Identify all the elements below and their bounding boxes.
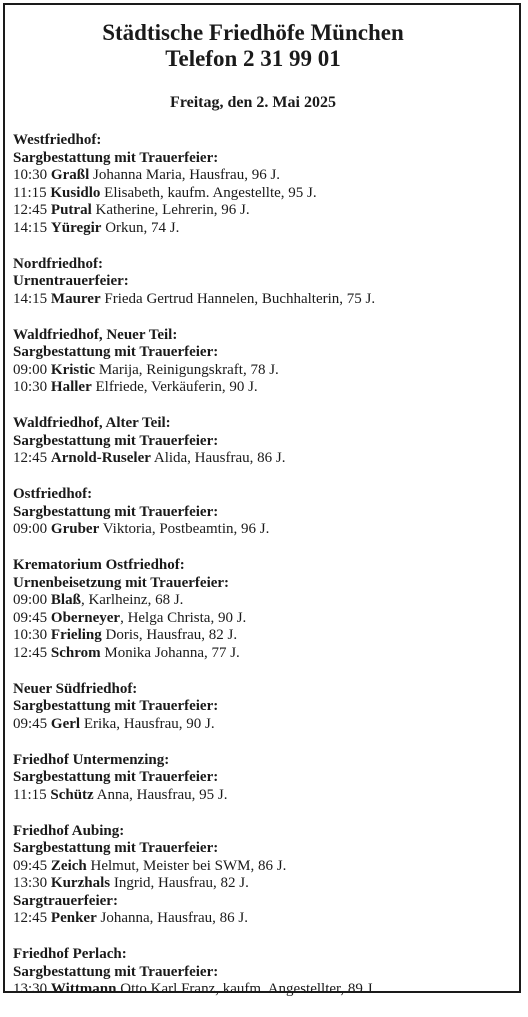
ceremony-type: Sargtrauerfeier:: [13, 892, 118, 909]
entry-time: 09:00: [13, 592, 48, 608]
entry-time: 10:30: [13, 627, 48, 643]
entry-time: 11:15: [13, 786, 47, 803]
entry-time: 09:45: [13, 715, 48, 732]
entry-time: 14:15: [13, 290, 48, 307]
ceremony-type: Sargbestattung mit Trauerfeier:: [13, 769, 219, 785]
entry-details: Anna, Hausfrau, 95 J.: [96, 786, 228, 803]
entry-surname: Wittmann: [50, 981, 117, 997]
entry-details: Alida, Hausfrau, 86 J.: [153, 450, 286, 466]
funeral-entry: [13, 787, 513, 805]
header-phone: Telefon 2 31 99 01: [165, 46, 341, 71]
funeral-entry: [13, 379, 513, 397]
funeral-entry: [13, 716, 513, 734]
cemetery-section: [13, 132, 513, 237]
funeral-entry: [13, 910, 513, 928]
entry-surname: Oberneyer: [50, 609, 121, 626]
entry-time: 09:00: [13, 521, 48, 537]
cemetery-name: Friedhof Perlach:: [13, 946, 127, 962]
funeral-entry: [13, 645, 513, 663]
entry-time: 13:30: [13, 981, 48, 997]
ceremony-type: Sargbestattung mit Trauerfeier:: [13, 963, 219, 980]
cemetery-section: [13, 256, 513, 309]
funeral-entry: [13, 875, 513, 893]
date-line: Freitag, den 2. Mai 2025: [170, 94, 336, 111]
entry-surname: Frieling: [50, 627, 102, 643]
entry-details: , Helga Christa, 90 J.: [120, 609, 247, 626]
entry-time: 12:45: [13, 910, 48, 926]
entry-details: Elisabeth, kaufm. Angestellte, 95 J.: [104, 184, 317, 201]
entry-surname: Gerl: [50, 715, 81, 732]
entry-surname: Kusidlo: [50, 184, 101, 201]
entry-surname: Arnold-Ruseler: [50, 450, 151, 466]
ceremony-type: Sargbestattung mit Trauerfeier:: [13, 698, 219, 714]
entry-time: 09:45: [13, 857, 48, 874]
notice-content: [13, 0, 513, 1017]
cemetery-name: Friedhof Aubing:: [13, 822, 125, 839]
entry-details: , Karlheinz, 68 J.: [80, 592, 184, 608]
entry-time: 10:30: [13, 379, 48, 395]
funeral-entry: [13, 167, 513, 185]
cemetery-name: Waldfriedhof, Alter Teil:: [13, 415, 171, 431]
cemetery-name: Friedhof Untermenzing:: [13, 751, 170, 768]
cemetery-name: Krematorium Ostfriedhof:: [13, 557, 185, 573]
entry-time: 13:30: [13, 875, 48, 891]
cemetery-section: [13, 486, 513, 539]
funeral-entry: [13, 610, 513, 628]
entry-surname: Haller: [50, 379, 92, 395]
ceremony-type: Sargbestattung mit Trauerfeier:: [13, 432, 219, 449]
entry-surname: Zeich: [50, 857, 87, 874]
entry-surname: Schütz: [50, 786, 94, 803]
entry-surname: Penker: [50, 910, 97, 926]
entry-details: Ingrid, Hausfrau, 82 J.: [113, 875, 249, 891]
entry-time: 09:45: [13, 609, 48, 626]
entry-time: 11:15: [13, 184, 47, 201]
ceremony-type: Sargbestattung mit Trauerfeier:: [13, 344, 219, 360]
entry-details: Johanna Maria, Hausfrau, 96 J.: [93, 167, 281, 183]
cemetery-section: [13, 752, 513, 805]
header-title: Städtische Friedhöfe München: [102, 20, 404, 45]
funeral-entry: [13, 450, 513, 468]
funeral-entry: [13, 202, 513, 220]
entry-details: Orkun, 74 J.: [105, 219, 180, 236]
entry-time: 09:00: [13, 361, 48, 378]
ceremony-type: Sargbestattung mit Trauerfeier:: [13, 503, 219, 520]
entry-surname: Blaß: [50, 592, 81, 608]
entry-surname: Graßl: [50, 167, 90, 183]
entry-surname: Kurzhals: [50, 875, 111, 891]
cemetery-section: [13, 823, 513, 928]
cemetery-name: Nordfriedhof:: [13, 255, 103, 272]
entry-details: Erika, Hausfrau, 90 J.: [83, 715, 215, 732]
ceremony-type: Sargbestattung mit Trauerfeier:: [13, 840, 219, 856]
cemetery-section: [13, 327, 513, 397]
entry-details: Katherine, Lehrerin, 96 J.: [95, 202, 250, 218]
cemetery-section: [13, 415, 513, 468]
entry-details: Marija, Reinigungskraft, 78 J.: [98, 361, 279, 378]
entry-surname: Maurer: [50, 290, 101, 307]
funeral-entry: [13, 185, 513, 203]
entry-surname: Schrom: [50, 644, 101, 661]
funeral-entry: [13, 291, 513, 309]
entry-time: 10:30: [13, 167, 48, 183]
cemetery-section: [13, 681, 513, 734]
entry-details: Monika Johanna, 77 J.: [104, 644, 240, 661]
entry-details: Doris, Hausfrau, 82 J.: [105, 627, 238, 643]
entry-time: 14:15: [13, 219, 48, 236]
funeral-entry: [13, 592, 513, 610]
cemetery-sections: [13, 132, 513, 999]
funeral-entry: [13, 521, 513, 539]
entry-time: 12:45: [13, 644, 48, 661]
funeral-entry: [13, 220, 513, 238]
ceremony-type: Urnentrauerfeier:: [13, 273, 129, 289]
funeral-entry: [13, 627, 513, 645]
entry-details: Helmut, Meister bei SWM, 86 J.: [90, 857, 287, 874]
funeral-entry: [13, 981, 513, 999]
cemetery-name: Ostfriedhof:: [13, 486, 93, 502]
funeral-entry: [13, 858, 513, 876]
entry-surname: Yüregir: [50, 219, 102, 236]
entry-details: Otto Karl Franz, kaufm. Angestellter, 89 J.: [120, 981, 377, 997]
funeral-entry: [13, 362, 513, 380]
ceremony-type: Urnenbeisetzung mit Trauerfeier:: [13, 574, 230, 591]
ceremony-type: Sargbestattung mit Trauerfeier:: [13, 149, 219, 166]
cemetery-name: Westfriedhof:: [13, 132, 102, 148]
cemetery-name: Neuer Südfriedhof:: [13, 680, 138, 697]
cemetery-section: [13, 946, 513, 999]
entry-surname: Gruber: [50, 521, 100, 537]
cemetery-section: [13, 557, 513, 662]
entry-details: Elfriede, Verkäuferin, 90 J.: [95, 379, 258, 395]
entry-details: Frieda Gertrud Hannelen, Buchhalterin, 75 J.: [104, 290, 376, 307]
entry-time: 12:45: [13, 450, 48, 466]
entry-surname: Kristic: [50, 361, 96, 378]
entry-time: 12:45: [13, 202, 48, 218]
entry-details: Viktoria, Postbeamtin, 96 J.: [102, 521, 270, 537]
entry-surname: Putral: [50, 202, 92, 218]
cemetery-name: Waldfriedhof, Neuer Teil:: [13, 326, 178, 343]
entry-details: Johanna, Hausfrau, 86 J.: [100, 910, 248, 926]
